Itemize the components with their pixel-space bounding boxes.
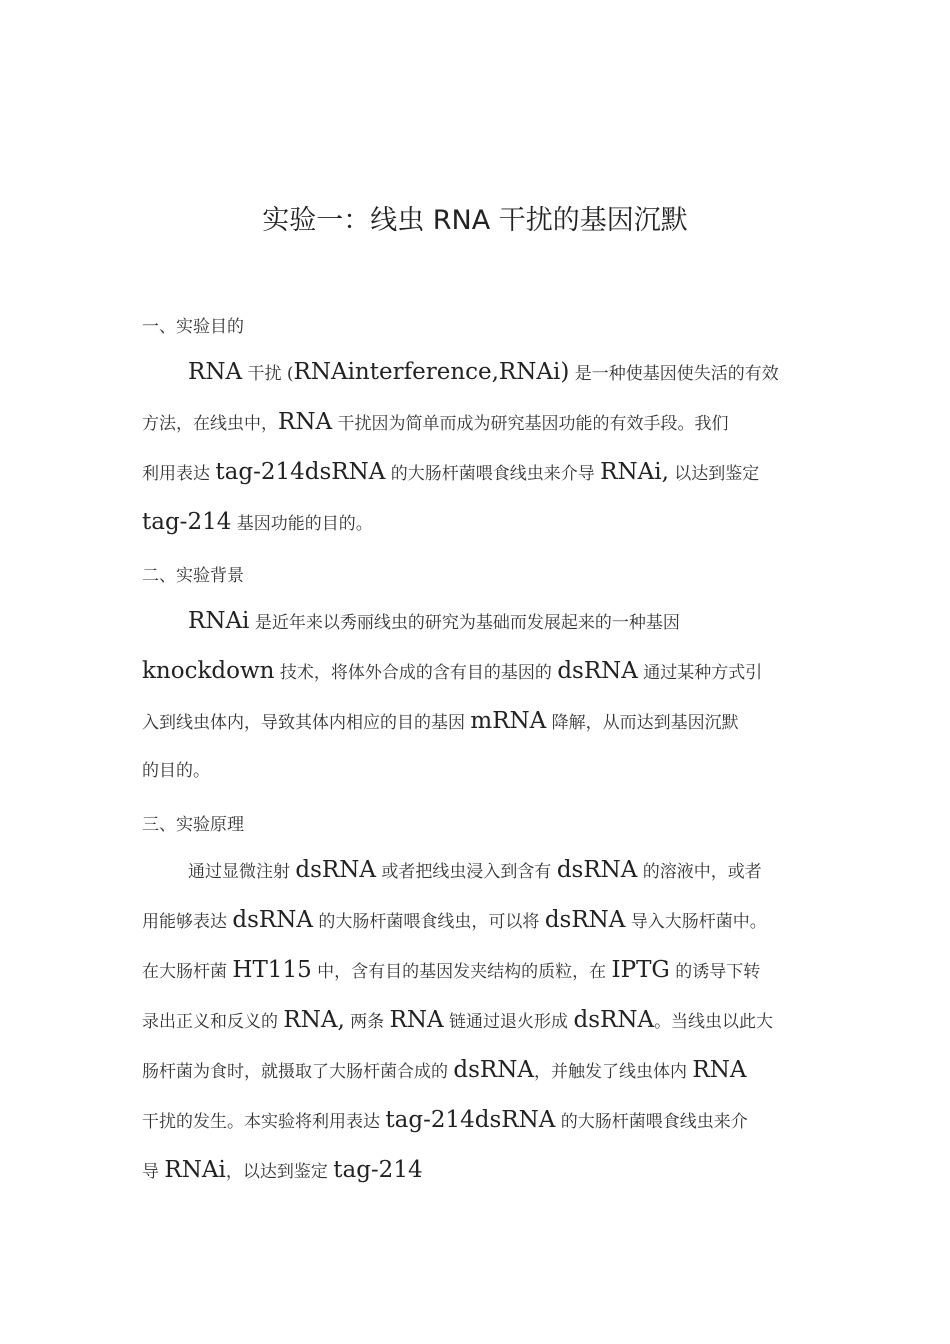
latin-term: dsRNA [453,1057,534,1083]
latin-term: RNAi, [600,459,669,485]
text-run: 肠杆菌为食时，就摄取了大肠杆菌合成的 [142,1062,454,1082]
text-run: 降解，从而达到基因沉默 [546,713,739,733]
paragraph-line [142,1145,812,1195]
text-run: 。当线虫以此大 [654,1012,774,1032]
section-body-purpose [142,347,812,547]
latin-term: tag-214 [142,509,232,535]
text-run: ，并触发了线虫体内 [534,1062,693,1082]
paragraph-line [142,497,812,547]
latin-term: dsRNA [556,857,638,883]
text-run: 是近年来以秀丽线虫的研究为基础而发展起来的一种基因 [249,613,680,633]
text-run: 技术，将体外合成的含有目的基因的 [274,663,558,683]
text-run: 用能够表达 [142,912,233,932]
paragraph-line [142,746,812,796]
latin-term: RNA [188,359,243,385]
latin-term: RNA [692,1057,747,1083]
latin-term: IPTG [611,957,670,983]
text-run: 基因功能的目的。 [231,514,373,534]
section-body-background [142,596,812,796]
text-run: 链通过退火形成 [443,1012,574,1032]
section-heading-principle: 三、实验原理 [142,815,244,835]
text-run: 利用表达 [142,464,216,484]
section-heading-purpose: 一、实验目的 [142,317,244,337]
section-body-principle [142,845,812,1195]
text-run: 干扰因为简单而成为研究基因功能的有效手段。我们 [332,414,729,434]
text-run: 两条 [344,1012,390,1032]
latin-term: dsRNA [232,907,313,933]
paragraph-line [142,995,812,1045]
text-run: 导入大肠杆菌中。 [625,912,767,932]
document-title: 实验一：线虫 RNA 干扰的基因沉默 [262,205,688,236]
paragraph-line [142,596,812,646]
paragraph-line [142,447,812,497]
text-run: 的大肠杆菌喂食线虫，可以将 [313,912,545,932]
text-run: 录出正义和反义的 [142,1012,284,1032]
text-run: 中，含有目的基因发夹结构的质粒，在 [311,962,612,982]
latin-term: RNA [389,1007,444,1033]
paragraph-line [142,845,812,895]
latin-term: knockdown [142,658,275,684]
paragraph-line [142,347,812,397]
latin-term: dsRNA [573,1007,655,1033]
paragraph-line [142,1095,812,1145]
latin-term: dsRNA [557,658,638,684]
latin-term: RNAinterference,RNAi) [293,359,570,385]
text-run: 在大肠杆菌 [142,962,233,982]
latin-term: RNA, [283,1007,345,1033]
latin-term: tag-214 [333,1157,423,1183]
text-run: 导 [142,1162,165,1182]
text-run: 通过显微注射 [188,862,296,882]
text-run: 或者把线虫浸入到含有 [376,862,557,882]
text-run: 的大肠杆菌喂食线虫来介 [555,1112,748,1132]
latin-term: dsRNA [544,907,626,933]
text-run: 通过某种方式引 [637,663,763,683]
text-run: 以达到鉴定 [668,464,760,484]
text-run: 入到线虫体内，导致其体内相应的目的基因 [142,713,471,733]
text-run: 是一种使基因使失活的有效 [569,364,779,384]
latin-term: dsRNA [295,857,376,883]
latin-term: RNA [278,409,333,435]
text-run: 的目的。 [142,761,210,781]
text-run: 的大肠杆菌喂食线虫来介导 [385,464,601,484]
latin-term: tag-214dsRNA [385,1107,556,1133]
paragraph-line [142,696,812,746]
paragraph-line [142,397,812,447]
section-heading-background: 二、实验背景 [142,566,244,586]
paragraph-line [142,1045,812,1095]
text-run: 方法，在线虫中， [142,414,278,434]
latin-term: mRNA [470,708,547,734]
paragraph-line [142,895,812,945]
latin-term: HT115 [232,957,312,983]
text-run: 的诱导下转 [669,962,761,982]
latin-term: tag-214dsRNA [215,459,386,485]
text-run: 干扰的发生。本实验将利用表达 [142,1112,386,1132]
paragraph-line [142,646,812,696]
latin-term: RNAi [188,608,250,634]
text-run: ，以达到鉴定 [225,1162,334,1182]
text-run: 的溶液中，或者 [637,862,762,882]
latin-term: RNAi [164,1157,226,1183]
paragraph-line [142,945,812,995]
text-run: 干扰 ( [242,364,294,384]
